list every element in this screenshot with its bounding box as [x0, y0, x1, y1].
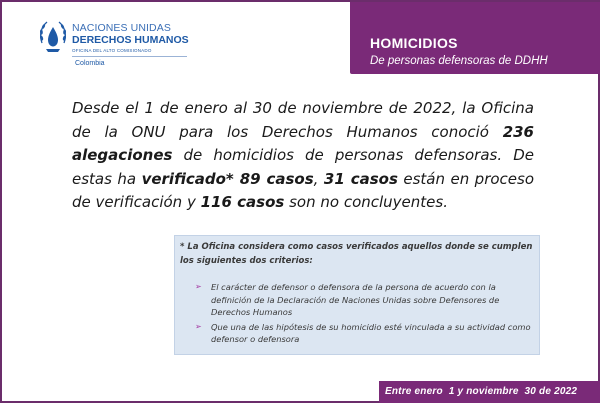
criteria-item: [195, 321, 533, 346]
statement-text: Desde el 1 de enero al 30 de noviembre de 2022, la Oficina de la ONU para los Derechos Humanos conoció: [72, 99, 534, 141]
logo-line-united-nations: NACIONES UNIDAS: [72, 22, 171, 34]
un-human-rights-logo: [37, 19, 237, 79]
statement-text: están en proceso de verificación y: [72, 169, 535, 211]
highlighted-figure: 31 casos: [323, 169, 398, 188]
logo-country: Colombia: [75, 60, 105, 67]
highlighted-figure: 236 alegaciones: [72, 122, 534, 164]
logo-line-office: OFICINA DEL ALTO COMISIONADO: [72, 48, 152, 53]
statement-text: son no concluyentes.: [284, 193, 448, 211]
logo-line-human-rights: DERECHOS HUMANOS: [72, 34, 189, 46]
footer-bar: [379, 381, 600, 403]
statement-text: de homicidios de personas defensoras. De estas ha: [72, 146, 534, 188]
criteria-list: [195, 281, 533, 348]
highlighted-figure: 116 casos: [200, 193, 285, 211]
header-subtitle: De personas defensoras de DDHH: [370, 55, 548, 67]
criteria-note: * La Oficina considera como casos verificados aquellos donde se cumplen los siguientes dos criterios:: [180, 242, 533, 266]
arrow-bullet-icon: ➢: [195, 321, 202, 331]
criteria-box: [174, 235, 540, 355]
un-emblem-icon: [37, 19, 69, 55]
footer-date-range: Entre enero 1 y noviembre 30 de 2022: [385, 386, 578, 397]
arrow-bullet-icon: ➢: [195, 282, 202, 291]
highlighted-figure: verificado* 89 casos: [141, 169, 314, 188]
criteria-item: [195, 281, 533, 319]
header-title: HOMICIDIOS: [370, 35, 458, 51]
criteria-item-text: Que una de las hipótesis de su homicidio esté vinculada a su actividad como defensor o defensora: [211, 321, 531, 344]
criteria-item-text: El carácter de defensor o defensora de la persona de acuerdo con la definición de la Declaración de Naciones Unidas sobre Defensores de Derechos Humanos: [211, 282, 500, 317]
statement-text: ,: [313, 169, 324, 188]
main-statement: [72, 97, 534, 215]
header-box: [350, 2, 600, 74]
logo-divider: [72, 56, 187, 57]
